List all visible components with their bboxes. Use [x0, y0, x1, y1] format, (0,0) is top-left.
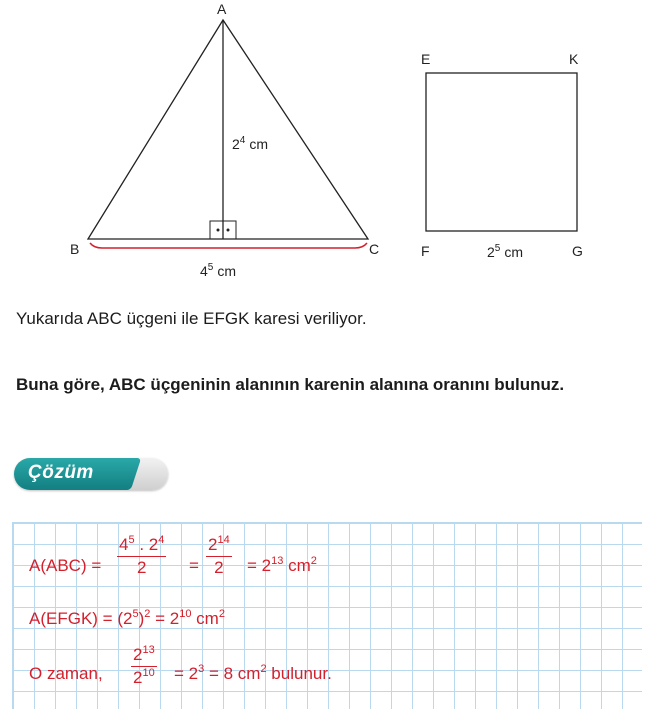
result-unit-exp: 2 [310, 555, 317, 567]
geometry-figures [0, 0, 653, 290]
line1-frac2-denominator: 2 [214, 558, 224, 577]
vertex-c-label: C [369, 241, 380, 257]
result-exp: 2 [260, 663, 267, 675]
line1-fraction1 [117, 534, 166, 579]
expr-exp: 10 [179, 608, 192, 620]
conclusion-text: bulunur. [266, 664, 332, 683]
num-dot: . [134, 535, 149, 554]
base-dimension [200, 262, 236, 279]
expr-exp: 2 [144, 608, 151, 620]
intro-text: Yukarıda ABC üçgeni ile EFGK karesi veriliyor. [16, 309, 367, 328]
result-term: = 2 [174, 664, 199, 683]
solution-tab[interactable] [14, 458, 168, 490]
question-text: Buna göre, ABC üçgeninin alanının karenin alanına oranını bulunuz. [16, 375, 565, 394]
result-exp: 3 [198, 663, 205, 675]
num-term: 2 [133, 645, 143, 664]
side-dimension [487, 243, 523, 260]
base-highlight [90, 243, 367, 248]
vertex-e-label: E [421, 51, 431, 67]
num-term: 2 [148, 535, 159, 554]
vertex-b-label: B [70, 241, 80, 257]
line1-frac2-numerator [206, 534, 232, 557]
line3-frac-numerator [131, 644, 157, 667]
base-exponent: 5 [207, 262, 214, 273]
num-term: 2 [208, 535, 218, 554]
den-term: 2 [133, 668, 143, 687]
base-base: 4 [200, 263, 208, 279]
square-efgk [426, 73, 577, 231]
line3-result [174, 664, 332, 684]
line2-expression [29, 609, 225, 629]
num-exp: 13 [142, 644, 155, 656]
height-dimension [232, 135, 268, 152]
expr-unit: cm [191, 609, 219, 628]
expr-exp: 5 [132, 608, 139, 620]
vertex-a-label: A [217, 1, 227, 17]
num-term: 4 [119, 535, 129, 554]
num-exp: 5 [128, 534, 135, 546]
line3-fraction [131, 644, 157, 689]
base-unit: cm [217, 263, 237, 279]
solution-tab-label: Çözüm [28, 462, 94, 483]
line1-frac1-denominator: 2 [136, 558, 147, 577]
result-unit: cm [283, 556, 311, 575]
num-exp: 14 [217, 534, 230, 546]
result-term: = 8 cm [204, 664, 261, 683]
line1-lhs: A(ABC) = [29, 556, 102, 575]
expr-unit-exp: 2 [218, 608, 225, 620]
vertex-g-label: G [572, 243, 583, 259]
expr-term: = 2 [150, 609, 180, 628]
line3-lhs: O zaman, [29, 664, 103, 683]
line1-result [247, 556, 317, 576]
side-exponent: 5 [494, 243, 501, 254]
num-exp: 4 [158, 534, 165, 546]
vertex-k-label: K [569, 51, 579, 67]
line1-frac1-numerator [117, 534, 166, 557]
triangle-abc [88, 20, 368, 239]
right-angle-dot [217, 229, 220, 232]
side-base: 2 [487, 244, 495, 260]
result-term: = 2 [247, 556, 272, 575]
result-exp: 13 [271, 555, 284, 567]
height-unit: cm [249, 136, 269, 152]
line3-frac-denominator [131, 667, 157, 689]
solution-grid [12, 522, 642, 709]
height-base: 2 [232, 136, 240, 152]
expr-paren: ) [138, 609, 145, 628]
height-exponent: 4 [239, 135, 246, 146]
den-exp: 10 [142, 667, 155, 679]
expr-term: A(EFGK) = (2 [29, 609, 133, 628]
right-angle-dot [227, 229, 230, 232]
line1-eq1: = [189, 556, 199, 575]
side-unit: cm [504, 244, 524, 260]
vertex-f-label: F [421, 243, 430, 259]
line1-fraction2 [206, 534, 232, 579]
